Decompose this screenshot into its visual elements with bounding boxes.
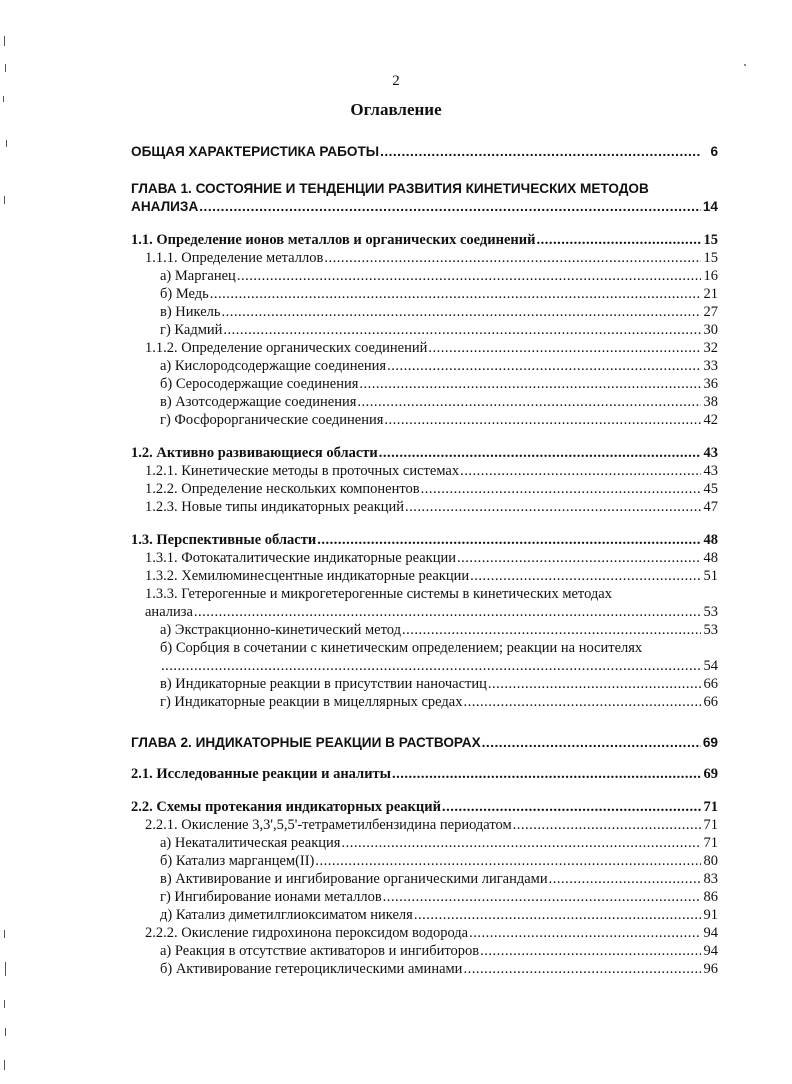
toc-entry-item[interactable]: д) Катализ диметилглиоксиматом никеля ..... 91 <box>160 906 718 924</box>
toc-entry-1-3-3-b-line1[interactable]: б) Сорбция в сочетании с кинетическим определением; реакции на носителях <box>160 640 643 656</box>
page-number: 2 <box>392 73 400 89</box>
toc-entry-ch1-line1[interactable]: ГЛАВА 1. СОСТОЯНИЕ И ТЕНДЕНЦИИ РАЗВИТИЯ КИНЕТИЧЕСКИХ МЕТОДОВ <box>131 181 649 196</box>
dot-leader <box>199 198 701 216</box>
dot-leader <box>387 357 701 375</box>
toc-entry-1-3-2[interactable]: 1.3.2. Хемилюминесцентные индикаторные реакции ..... 51 <box>145 567 718 585</box>
toc-entry-1-3[interactable]: 1.3. Перспективные области ..... 48 <box>131 531 718 549</box>
toc-entry-item[interactable]: а) Реакция в отсутствие активаторов и ингибиторов ..... 94 <box>160 942 718 960</box>
toc-entry-item[interactable]: г) Кадмий ..... 30 <box>160 321 718 339</box>
toc-entry-item[interactable]: а) Экстракционно-кинетический метод ..... 53 <box>160 621 718 639</box>
dot-leader <box>549 870 701 888</box>
dot-leader <box>421 480 701 498</box>
toc-entry-2-2-1[interactable]: 2.2.1. Окисление 3,3',5,5'-тетраметилбензидина периодатом ..... 71 <box>145 816 718 834</box>
toc-entry-1-1-1[interactable]: 1.1.1. Определение металлов ..... 15 <box>145 249 718 267</box>
toc-title: Оглавление <box>350 100 442 119</box>
dot-leader <box>469 924 701 942</box>
dot-leader <box>383 888 701 906</box>
toc-entry-1-3-3-line1[interactable]: 1.3.3. Гетерогенные и микрогетерогенные системы в кинетических методах <box>145 586 612 602</box>
dot-leader <box>480 942 701 960</box>
dot-leader <box>237 267 701 285</box>
dot-leader <box>359 375 701 393</box>
dot-leader <box>384 411 701 429</box>
dot-leader <box>482 734 701 752</box>
dot-leader <box>379 444 701 462</box>
dot-leader <box>402 621 701 639</box>
toc-entry-1-1[interactable]: 1.1. Определение ионов металлов и органических соединений ..... 15 <box>131 231 718 249</box>
toc-entry-item[interactable]: 1.2.1. Кинетические методы в проточных системах ..... 43 <box>145 462 718 480</box>
dot-leader <box>161 657 701 675</box>
toc-entry-item[interactable]: б) Медь ..... 21 <box>160 285 718 303</box>
toc-entry-item[interactable]: б) Катализ марганцем(II) ..... 80 <box>160 852 718 870</box>
dot-leader <box>222 303 702 321</box>
toc-entry-ch1[interactable]: АНАЛИЗА ..... 14 <box>131 198 718 216</box>
toc-entry-2-1[interactable]: 2.1. Исследованные реакции и аналиты ..... 69 <box>131 765 718 783</box>
dot-leader <box>470 567 701 585</box>
toc-entry-item[interactable]: а) Кислородсодержащие соединения ..... 33 <box>160 357 718 375</box>
toc-entry-1-3-3-b[interactable]: ..... 54 <box>160 657 718 675</box>
dot-leader <box>324 249 701 267</box>
toc-entry-item[interactable]: 1.2.2. Определение нескольких компонентов ..... 45 <box>145 480 718 498</box>
dot-leader <box>317 531 701 549</box>
dot-leader <box>210 285 701 303</box>
toc-entry-2-2-2[interactable]: 2.2.2. Окисление гидрохинона пероксидом водорода ..... 94 <box>145 924 718 942</box>
dot-leader <box>194 603 701 621</box>
toc-entry-item[interactable]: г) Индикаторные реакции в мицеллярных средах ..... 66 <box>160 693 718 711</box>
dot-leader <box>405 498 701 516</box>
toc-entry-item[interactable]: 1.2.3. Новые типы индикаторных реакций ..... 47 <box>145 498 718 516</box>
toc-entry-item[interactable]: а) Некаталитическая реакция ..... 71 <box>160 834 718 852</box>
dot-leader <box>457 549 701 567</box>
toc-entry-item[interactable]: в) Азотсодержащие соединения ..... 38 <box>160 393 718 411</box>
toc-entry-item[interactable]: в) Индикаторные реакции в присутствии наночастиц ..... 66 <box>160 675 718 693</box>
dot-leader <box>460 462 701 480</box>
dot-leader <box>223 321 701 339</box>
toc-entry-item[interactable]: б) Активирование гетероциклическими аминами ..... 96 <box>160 960 718 978</box>
toc-entry-item[interactable]: в) Никель ..... 27 <box>160 303 718 321</box>
dot-leader <box>428 339 701 357</box>
dot-leader <box>380 143 701 161</box>
dot-leader <box>442 798 701 816</box>
toc-entry-ch2[interactable]: ГЛАВА 2. ИНДИКАТОРНЫЕ РЕАКЦИИ В РАСТВОРАХ ..... 69 <box>131 734 718 752</box>
dot-leader <box>341 834 701 852</box>
toc-entry-1-3-1[interactable]: 1.3.1. Фотокаталитические индикаторные реакции ..... 48 <box>145 549 718 567</box>
dot-leader <box>392 765 701 783</box>
toc-entry-general[interactable]: ОБЩАЯ ХАРАКТЕРИСТИКА РАБОТЫ ..... 6 <box>131 143 718 161</box>
dot-leader <box>488 675 701 693</box>
toc-entry-item[interactable]: г) Фосфорорганические соединения ..... 42 <box>160 411 718 429</box>
toc-entry-item[interactable]: в) Активирование и ингибирование органическими лигандами ..... 83 <box>160 870 718 888</box>
dot-leader <box>463 960 701 978</box>
dot-leader <box>357 393 701 411</box>
dot-leader <box>463 693 701 711</box>
dot-leader <box>315 852 701 870</box>
dot-leader <box>414 906 701 924</box>
dot-leader <box>513 816 701 834</box>
toc-entry-1-3-3[interactable]: анализа ..... 53 <box>145 603 718 621</box>
toc-entry-2-2[interactable]: 2.2. Схемы протекания индикаторных реакций ..... 71 <box>131 798 718 816</box>
dot-leader <box>536 231 701 249</box>
toc-entry-item[interactable]: а) Марганец ..... 16 <box>160 267 718 285</box>
toc-entry-item[interactable]: б) Серосодержащие соединения ..... 36 <box>160 375 718 393</box>
toc-entry-1-2[interactable]: 1.2. Активно развивающиеся области ..... 43 <box>131 444 718 462</box>
toc-entry-1-1-2[interactable]: 1.1.2. Определение органических соединений ..... 32 <box>145 339 718 357</box>
toc-entry-item[interactable]: г) Ингибирование ионами металлов ..... 86 <box>160 888 718 906</box>
